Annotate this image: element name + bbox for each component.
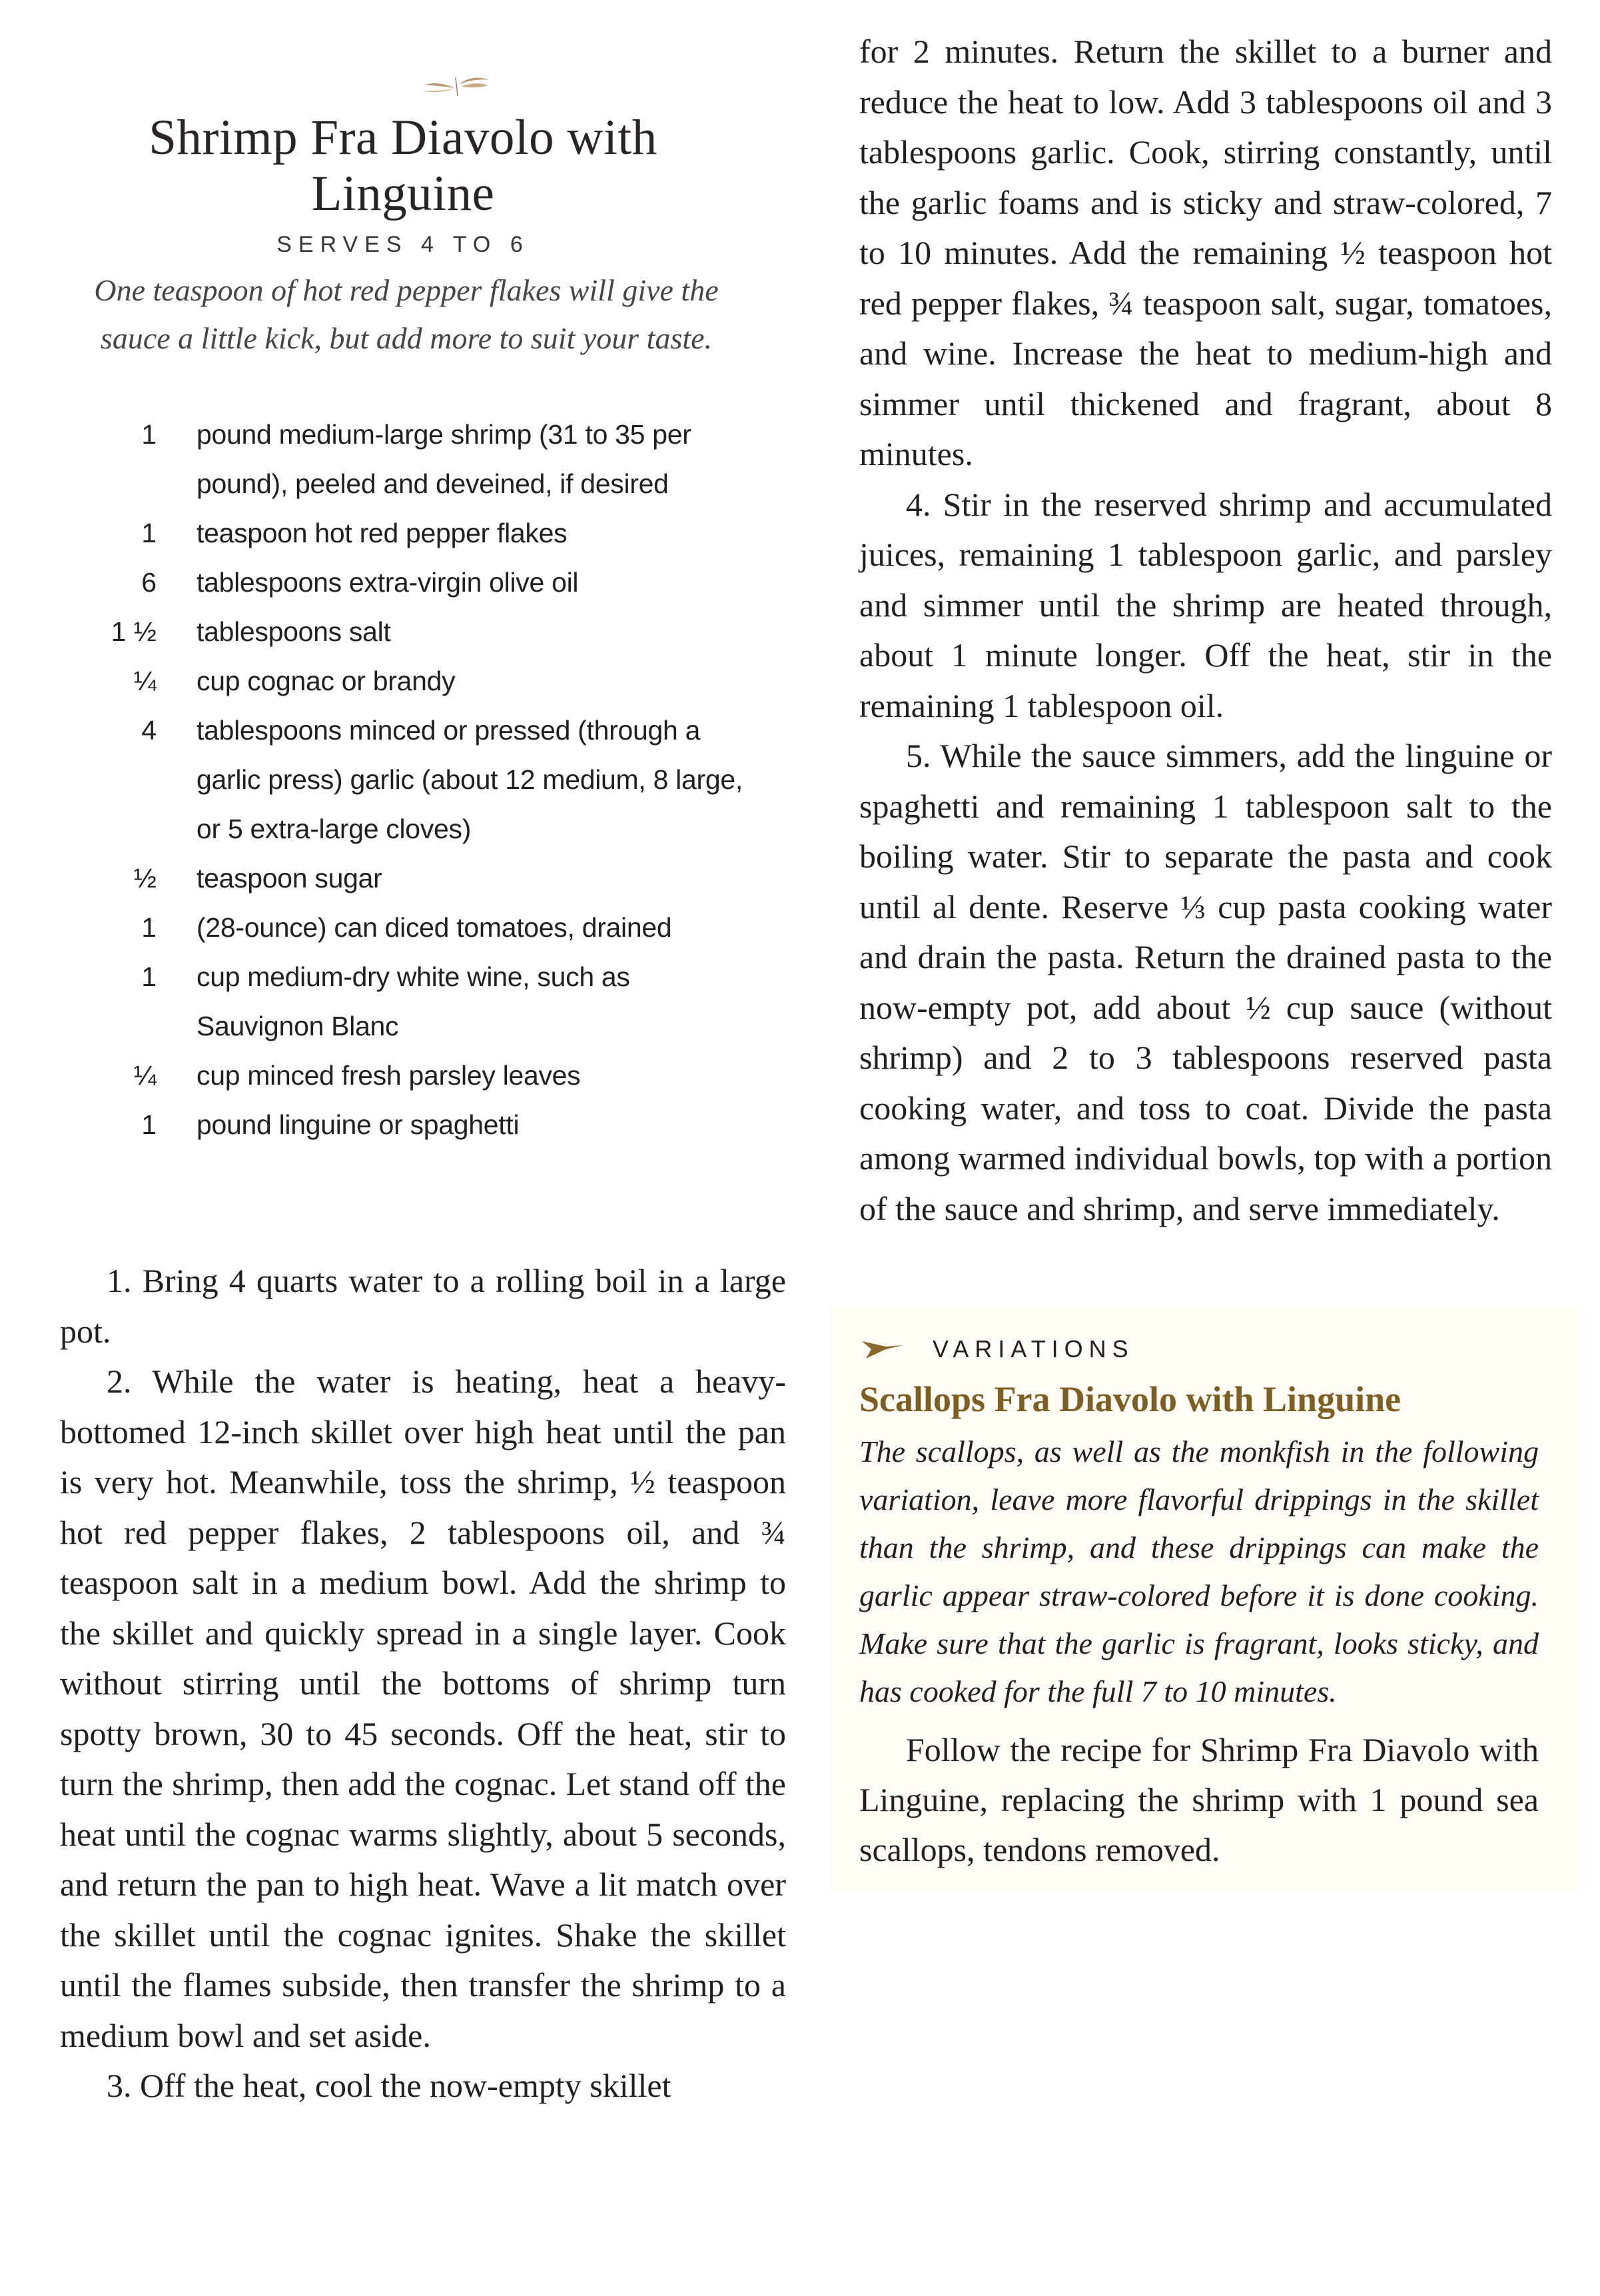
ingredient-list	[60, 410, 786, 1149]
step-1: 1. Bring 4 quarts water to a rolling boil in a large pot.	[60, 1262, 786, 1350]
ingredient-text: (28-ounce) can diced tomatoes, drained	[197, 912, 672, 943]
recipe-title-text: Shrimp Fra Diavolo with Linguine	[149, 110, 657, 221]
ingredient-quantity: 1	[141, 961, 157, 992]
ingredient-item	[60, 410, 786, 508]
variations-section	[829, 1306, 1579, 1892]
variations-header	[859, 1329, 1539, 1369]
ingredient-item	[60, 508, 786, 558]
ingredient-text: tablespoons extra-virgin olive oil	[197, 567, 579, 598]
ingredient-item	[60, 903, 786, 952]
ingredient-text: cup medium-dry white wine, such as Sauvignon Blanc	[197, 961, 630, 1041]
ingredient-item	[60, 607, 786, 656]
right-column	[859, 27, 1552, 1234]
ingredient-quantity: ¼	[133, 666, 157, 696]
recipe-intro: One teaspoon of hot red pepper flakes will give the sauce a little kick, but add more to suit your taste.	[94, 273, 719, 355]
variation-body: Follow the recipe for Shrimp Fra Diavolo with Linguine, replacing the shrimp with 1 pound sea scallops, tendons removed.	[859, 1731, 1539, 1868]
ingredient-quantity: ¼	[133, 1060, 157, 1091]
instructions-right	[859, 27, 1552, 1234]
ingredient-text: cup cognac or brandy	[197, 666, 456, 696]
ingredient-item	[60, 656, 786, 706]
variation-note: The scallops, as well as the monkfish in the following variation, leave more flavorful drippings in the skillet than the shrimp, and these drippings can make the garlic appear straw-colored before it is done cooking. Make sure that the garlic is fragrant, looks sticky, and has cooked for the full 7 to 10 minutes.	[859, 1435, 1539, 1708]
ingredient-text: teaspoon sugar	[197, 863, 382, 893]
ingredient-item	[60, 854, 786, 903]
decorative-flourish-icon	[420, 71, 493, 97]
arrow-pointer-icon	[859, 1336, 906, 1363]
ingredient-quantity: 1	[141, 912, 157, 943]
ingredient-item	[60, 1100, 786, 1149]
ingredient-text: tablespoons salt	[197, 616, 391, 647]
step-5: 5. While the sauce simmers, add the linguine or spaghetti and remaining 1 tablespoon salt to the boiling water. Stir to separate the pasta and cook until al dente. Reserve ⅓ cup pasta cooking water and drain the pasta. Return the drained pasta to the now-empty pot, add about ½ cup sauce (without shrimp) and 2 to 3 tablespoons reserved pasta cooking water, and toss to coat. Divide the pasta among warmed individual bowls, top with a portion of the sauce and shrimp, and serve immediately.	[859, 737, 1552, 1227]
step-3-start: 3. Off the heat, cool the now-empty skillet	[107, 2067, 671, 2104]
ingredient-quantity: 1	[141, 1109, 157, 1140]
ingredient-text: pound medium-large shrimp (31 to 35 per pound), peeled and deveined, if desired	[197, 419, 691, 499]
ingredient-quantity: 4	[141, 715, 157, 746]
ingredient-quantity: 1	[141, 419, 157, 450]
ingredient-quantity: 1	[141, 518, 157, 548]
ingredient-text: pound linguine or spaghetti	[197, 1109, 520, 1140]
variation-title: Scallops Fra Diavolo with Linguine	[859, 1379, 1401, 1419]
variations-label: VARIATIONS	[933, 1335, 1134, 1363]
ingredient-item	[60, 1051, 786, 1100]
ingredient-quantity: ½	[133, 863, 157, 893]
instructions-left	[60, 1256, 786, 2111]
step-4: 4. Stir in the reserved shrimp and accumulated juices, remaining 1 tablespoon garlic, and parsley and simmer until the shrimp are heated through, about 1 minute longer. Off the heat, stir in the remaining 1 tablespoon oil.	[859, 485, 1552, 724]
ingredient-item	[60, 952, 786, 1051]
ingredient-text: tablespoons minced or pressed (through a garlic press) garlic (about 12 medium, 8 large, or 5 extra-large cloves)	[197, 715, 743, 844]
serves-label: SERVES 4 TO 6	[276, 232, 530, 257]
ingredient-item	[60, 706, 786, 854]
ingredient-quantity: 6	[141, 567, 157, 598]
step-3-continued: for 2 minutes. Return the skillet to a burner and reduce the heat to low. Add 3 tablespoons oil and 3 tablespoons garlic. Cook, stirring constantly, until the garlic foams and is sticky and straw-colored, 7 to 10 minutes. Add the remaining ½ teaspoon hot red pepper flakes, ¾ teaspoon salt, sugar, tomatoes, and wine. Increase the heat to medium-high and simmer until thickened and fragrant, about 8 minutes.	[859, 33, 1552, 472]
ingredient-text: cup minced fresh parsley leaves	[197, 1060, 581, 1091]
recipe-title	[60, 110, 746, 222]
ingredient-item	[60, 558, 786, 607]
ingredient-text: teaspoon hot red pepper flakes	[197, 518, 568, 548]
ingredient-quantity: 1 ½	[111, 616, 157, 647]
variations-content	[859, 1329, 1539, 1875]
step-2: 2. While the water is heating, heat a heavy-bottomed 12-inch skillet over high heat until the pan is very hot. Meanwhile, toss the shrimp, ½ teaspoon hot red pepper flakes, 2 tablespoons oil, and ¾ teaspoon salt in a medium bowl. Add the shrimp to the skillet and quickly spread in a single layer. Cook without stirring until the bottoms of shrimp turn spotty brown, 30 to 45 seconds. Off the heat, stir to turn the shrimp, then add the cognac. Let stand off the heat until the cognac warms slightly, about 5 seconds, and return the pan to high heat. Wave a lit match over the skillet until the cognac ignites. Shake the skillet until the flames subside, then transfer the shrimp to a medium bowl and set aside.	[60, 1363, 786, 2054]
